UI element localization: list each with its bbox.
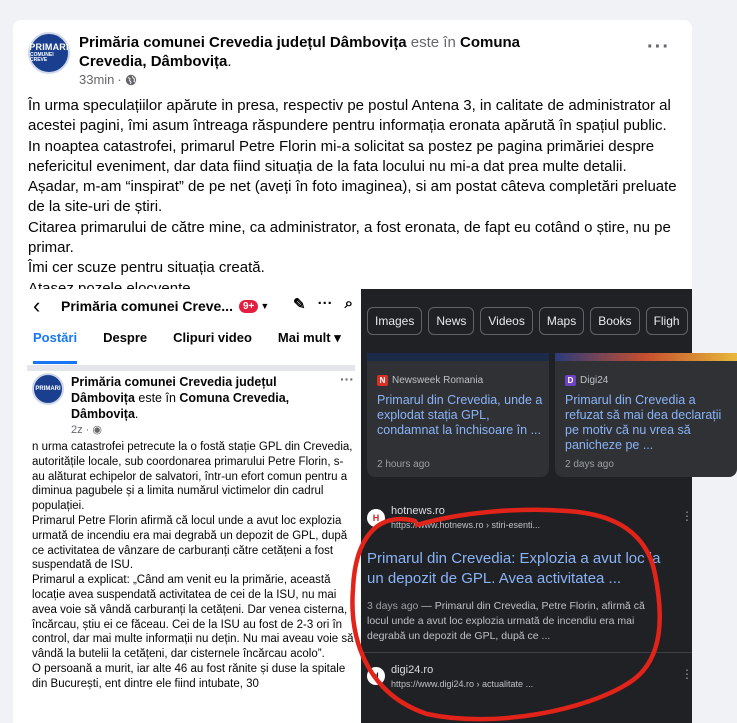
news-card-source <box>377 375 483 386</box>
result-site: hotnews.ro <box>391 505 445 517</box>
post-time[interactable]: 33min <box>79 72 115 87</box>
chip-videos: Videos <box>480 307 532 335</box>
location-link[interactable]: Comuna Crevedia, Dâmbovița <box>79 34 520 70</box>
result-age: 3 days ago <box>367 600 419 612</box>
search-icon: ⌕ <box>344 295 353 312</box>
news-card-source-name: Newsweek Romania <box>392 375 484 386</box>
fb-poster-line <box>71 374 329 422</box>
fb-poster-location: Comuna Crevedia, Dâmbovița <box>71 391 290 421</box>
tab-more: Mai mult ▾ <box>277 330 341 345</box>
tab-posts: Postări <box>33 330 77 364</box>
chip-news: News <box>428 307 474 335</box>
post-paragraph: În urma speculațiilor apărute in presa, respectiv pe postul Antena 3, in calitate de administrator al acestei pagini, îmi asum întreaga răspundere pentru informația eronata apărută în spațiul public. <box>28 97 671 135</box>
post-meta <box>79 72 137 87</box>
post-menu-button[interactable]: ··· <box>647 36 670 58</box>
chip-books: Books <box>590 307 639 335</box>
post-header <box>79 33 579 71</box>
fb-paragraph: O persoană a murit, iar alte 46 au fost rănite și duse la spitale din București, ent dintre ele fiind intubate, 30 <box>32 662 346 690</box>
fb-poster-period: . <box>134 407 139 421</box>
fb-post-body <box>32 440 354 692</box>
avatar-logo-text: PRIMARI <box>29 42 69 52</box>
post-body <box>28 96 683 299</box>
attached-image[interactable] <box>27 289 722 723</box>
news-card <box>555 353 737 477</box>
is-in-text: este în <box>406 34 460 51</box>
result-title: Primarul din Crevedia: Explozia a avut loc la un depozit de GPL. Avea activitatea ... <box>367 550 661 587</box>
chip-flights: Fligh <box>646 307 688 335</box>
news-card <box>367 353 549 477</box>
more-icon: ··· <box>317 295 333 312</box>
news-card-time: 2 hours ago <box>377 459 430 470</box>
news-card-time: 2 days ago <box>565 459 614 470</box>
fb-paragraph: Primarul a explicat: „Când am venit eu la primărie, această locație avea suspendată activitatea de cei de la ISU, nu mai avea voie să vândă carburanți la cetățeni. Dar venea cisterna, încărcau, știu ei ce făceau. Cei de la ISU au fost de 2-3 ori în control, dar mai multe informații nu dețin. Nu mai aveau voie să vândă la butelii la cetățeni, dar cisternele încărcau acolo”. <box>32 574 354 661</box>
tab-videos: Clipuri video <box>173 330 252 345</box>
result-menu-icon: ⋮ <box>681 667 693 681</box>
fb-top-bar <box>33 293 353 319</box>
fb-tabs <box>33 330 355 364</box>
header-period: . <box>227 53 232 70</box>
notification-badge: 9+ <box>239 300 258 313</box>
news-card-source-name: Digi24 <box>580 375 609 386</box>
newsweek-logo-icon: N <box>377 375 388 386</box>
news-card-thumbnail <box>555 353 737 361</box>
chevron-down-icon: ▼ <box>260 301 270 311</box>
edit-icon: ✎ <box>293 296 306 313</box>
news-card-thumbnail <box>367 353 549 361</box>
google-results-screenshot <box>361 289 722 723</box>
fb-post-avatar: PRIMARI <box>32 373 64 405</box>
fb-poster-is-in: este în <box>134 391 180 405</box>
post-paragraph: Așadar, m-am “inspirat” de pe net (aveți în foto imaginea), si am postat câteva completări preluate de la site-uri de știri. <box>28 178 677 216</box>
search-chips <box>367 307 688 335</box>
page-avatar[interactable] <box>28 32 70 74</box>
back-arrow-icon: ‹ <box>33 293 41 318</box>
hotnews-favicon-icon: H <box>367 509 385 527</box>
page-name-link[interactable]: Primăria comunei Crevedia județul Dâmbovița <box>79 34 407 51</box>
digi24-favicon-icon: d <box>367 667 385 685</box>
result-url: https://www.digi24.ro › actualitate ... <box>391 679 534 689</box>
post-paragraph: Citarea primarului de către mine, ca administrator, a fost eronata, de fapt eu cotând o știre, nu pe primar. <box>28 218 671 257</box>
fb-poster-name: Primăria comunei Crevedia județul Dâmbovița <box>71 375 277 405</box>
tab-about: Despre <box>103 330 148 345</box>
post-paragraph: Îmi cer scuze pentru situația creată. <box>28 259 265 277</box>
news-card-title: Primarul din Crevedia a refuzat să mai dea declarații pe motiv că nu vrea să panicheze pe ... <box>565 393 722 452</box>
fb-post-menu-icon: ··· <box>340 371 354 387</box>
facebook-screenshot <box>27 289 355 723</box>
meta-dot: · <box>117 72 122 87</box>
chip-images: Images <box>367 307 422 335</box>
globe-icon[interactable] <box>125 74 137 86</box>
result-snippet-text: — Primarul din Crevedia, Petre Florin, afirmă că locul unde a avut loc explozia urmată de incendiu era mai degrabă un depozit de GPL, după ce ... <box>367 600 645 642</box>
fb-post-meta: 2z · ◉ <box>71 424 102 436</box>
result-site: digi24.ro <box>391 664 434 676</box>
result-snippet <box>367 599 667 644</box>
news-card-source <box>565 375 608 386</box>
fb-top-icons <box>293 295 353 313</box>
result-url: https://www.hotnews.ro › stiri-esenti... <box>391 520 541 530</box>
result-menu-icon: ⋮ <box>681 509 693 523</box>
chip-maps: Maps <box>539 307 584 335</box>
news-card-title: Primarul din Crevedia, unde a explodat stația GPL, condamnat la închisoare în ... <box>377 393 543 437</box>
fb-separator <box>27 365 355 371</box>
fb-paragraph: Primarul Petre Florin afirmă că locul unde a avut loc explozia urmată de incendiu era mai degrabă un depozit de GPL, după ce activitatea de vânzare de carburanți către cetățeni a fost suspendată de ISU. <box>32 514 348 572</box>
fb-page-title: Primăria comunei Creve... <box>61 298 233 314</box>
results-separator <box>361 652 692 653</box>
post-paragraph: In noaptea catastrofei, primarul Petre Florin mi-a solicitat sa postez pe pagina primăriei despre nefericitul eveniment, dar data fiind situația de la fata locului nu mi-a dat prea multe detalii. <box>28 137 655 175</box>
avatar-logo-subtext: COMUNEI CREVE <box>30 52 54 63</box>
digi24-logo-icon: D <box>565 375 576 386</box>
fb-paragraph: n urma catastrofei petrecute la o fostă stație GPL din Crevedia, autoritățile locale, sub coordonarea primarului Petre Florin, s-au alăturat echipelor de salvatori, într-un efort comun pentru a diminua pagubele și a limita numărul victimelor din cadrul populației. <box>32 441 353 513</box>
